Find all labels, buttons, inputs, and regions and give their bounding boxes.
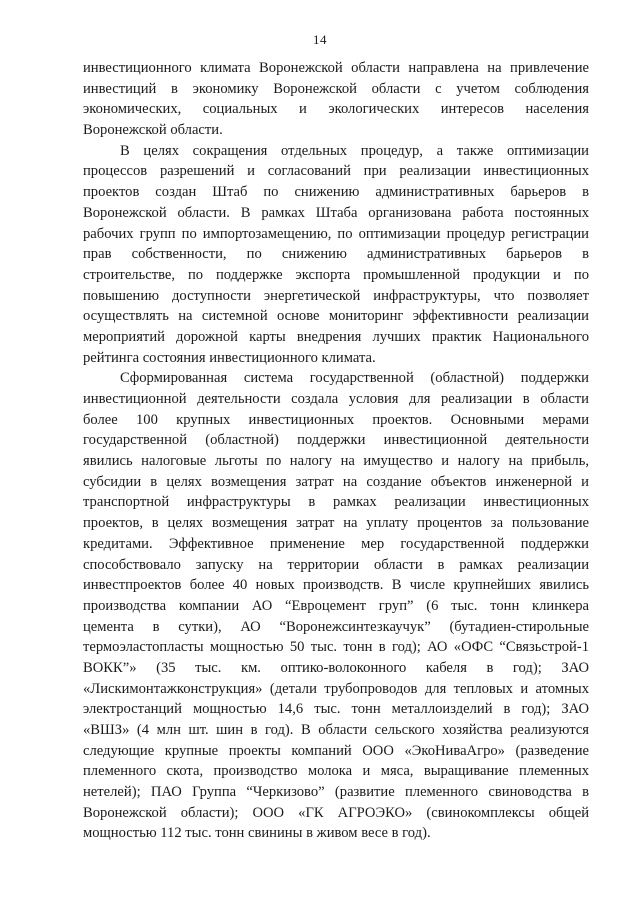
text-line: проектов создан Штаб по снижению административных барьеров в xyxy=(83,184,589,201)
text-line: инвестиционного климата Воронежской области направлена на привлечение xyxy=(83,60,589,76)
text-line: транспортной инфраструктуры в рамках реализации инвестиционных xyxy=(83,494,589,511)
text-line: более 100 крупных инвестиционных проектов. Основными мерами xyxy=(83,411,589,428)
paragraph-2 xyxy=(83,141,589,369)
text-line: нетелей); ПАО Группа “Черкизово” (развитие племенного свиноводства в xyxy=(83,784,589,801)
text-line: способствовало запуску на территории области в рамках реализации xyxy=(83,556,589,573)
text-line: «ВШЗ» (4 млн шт. шин в год). В области сельского хозяйства реализуются xyxy=(83,722,589,738)
text-line: экономических, социальных и экологических интересов населения xyxy=(83,101,589,118)
text-line: «Лискимонтажконструкция» (детали трубопроводов для тепловых и атомных xyxy=(83,680,589,697)
text-line: рабочих групп по импортозамещению, по оптимизации процедур регистрации xyxy=(83,225,589,242)
text-line: осуществлять на системной основе мониторинг эффективности реализации xyxy=(83,308,589,325)
text-line: государственной (областной) поддержки инвестиционной деятельности xyxy=(83,432,589,449)
text-line: мощностью 112 тыс. тонн свинины в живом весе в год). xyxy=(83,825,431,842)
text-line: инвестпроектов более 40 новых производств. В числе крупнейших явились xyxy=(83,577,589,594)
page-number: 14 xyxy=(313,32,327,47)
text-line: субсидии в целях возмещения затрат на создание объектов инженерной и xyxy=(83,473,589,490)
text-line: инвестиций в экономику Воронежской области с учетом соблюдения xyxy=(83,80,589,97)
text-line: Сформированная система государственной (областной) поддержки xyxy=(120,370,589,387)
text-line: производства компании АО “Евроцемент груп” (6 тыс. тонн клинкера xyxy=(83,597,589,614)
text-line: кредитами. Эффективное применение мер государственной поддержки xyxy=(83,535,589,552)
text-line: Воронежской области. В рамках Штаба организована работа постоянных xyxy=(83,204,589,221)
text-line: цемента в сутки), АО “Воронежсинтезкаучук” (бутадиен-стирольные xyxy=(83,618,589,635)
text-line: строительстве, по поддержке экспорта промышленной продукции и по xyxy=(83,266,589,283)
text-line: рейтинга состояния инвестиционного климата. xyxy=(83,349,376,366)
text-line: мероприятий дорожной карты внедрения лучших практик Национального xyxy=(83,328,589,345)
text-line: ВОКК”» (35 тыс. км. оптико-волоконного кабеля в год); ЗАО xyxy=(83,659,589,676)
text-line: инвестиционной деятельности создала условия для реализации в области xyxy=(83,391,589,407)
text-line: повышению доступности энергетической инфраструктуры, что позволяет xyxy=(83,287,589,304)
text-line: Воронежской области. xyxy=(83,122,223,139)
text-line: В целях сокращения отдельных процедур, а также оптимизации xyxy=(120,142,589,159)
text-line: племенного скота, производство молока и мяса, выращивание племенных xyxy=(83,763,589,780)
text-line: термоэластопласты мощностью 50 тыс. тонн в год); АО «ОФС “Связьстрой-1 xyxy=(83,639,589,656)
paragraph-3 xyxy=(83,368,589,844)
text-line: прав собственности, по снижению административных барьеров в xyxy=(83,246,589,263)
body-text xyxy=(83,58,589,844)
text-line: процессов разрешений и согласований при реализации инвестиционных xyxy=(83,163,589,180)
text-line: явились налоговые льготы по налогу на имущество и налогу на прибыль, xyxy=(83,453,589,470)
text-line: электростанций мощностью 14,6 тыс. тонн металлоизделий в год); ЗАО xyxy=(83,701,589,718)
paragraph-1 xyxy=(83,58,589,141)
text-line: Воронежской области); ООО «ГК АГРОЭКО» (свинокомплексы общей xyxy=(83,804,589,821)
text-line: следующие крупные проекты компаний ООО «ЭкоНиваАгро» (разведение xyxy=(83,742,589,759)
text-line: проектов, в целях возмещения затрат на уплату процентов за пользование xyxy=(83,515,589,532)
